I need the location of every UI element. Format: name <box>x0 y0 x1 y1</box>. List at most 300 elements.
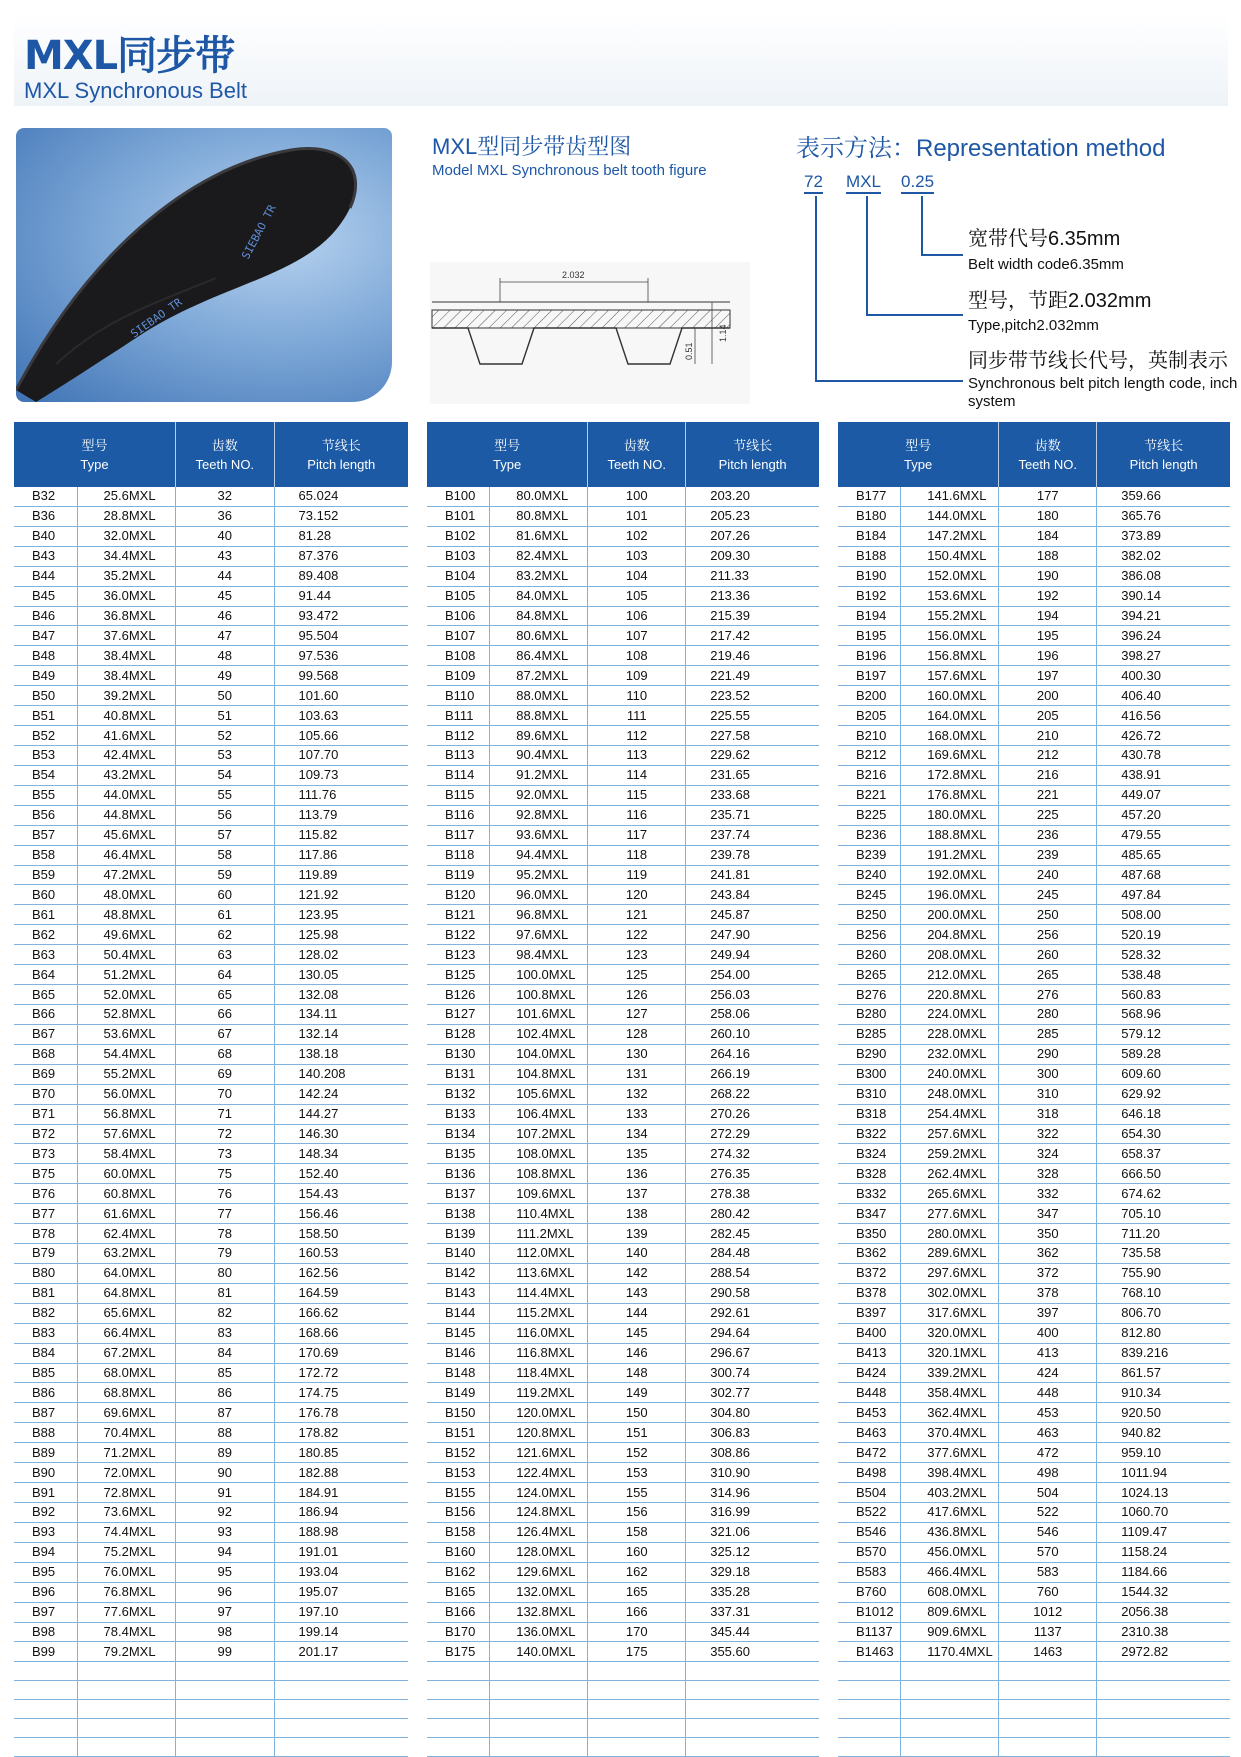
cell-type: 57.6MXL <box>77 1124 176 1144</box>
cell-code: B205 <box>838 706 901 726</box>
cell-type: 96.0MXL <box>490 885 588 905</box>
cell-code: B57 <box>14 825 77 845</box>
cell-teeth: 285 <box>999 1024 1097 1044</box>
cell-teeth: 177 <box>999 487 1097 506</box>
cell-teeth: 1137 <box>999 1622 1097 1642</box>
cell-teeth: 150 <box>588 1403 686 1423</box>
cell-teeth: 250 <box>999 905 1097 925</box>
cell-pitch-length: 176.78 <box>274 1403 408 1423</box>
cell-teeth: 88 <box>176 1423 275 1443</box>
cell-pitch-length: 646.18 <box>1097 1104 1230 1124</box>
cell-type: 32.0MXL <box>77 526 176 546</box>
cell-type: 100.0MXL <box>490 965 588 985</box>
cell-pitch-length: 920.50 <box>1097 1403 1230 1423</box>
cell-pitch-length: 134.11 <box>274 1004 408 1024</box>
empty-cell <box>999 1662 1097 1681</box>
table-row <box>838 1562 1230 1582</box>
cell-code: B82 <box>14 1303 77 1323</box>
cell-code: B123 <box>427 945 490 965</box>
header-pitch-length-cn: 节线长 <box>321 437 361 453</box>
cell-code: B86 <box>14 1383 77 1403</box>
cell-pitch-length: 191.01 <box>274 1542 408 1562</box>
table-row <box>427 726 819 746</box>
cell-pitch-length: 87.376 <box>274 546 408 566</box>
table-row <box>14 526 408 546</box>
table-row <box>14 1403 408 1423</box>
cell-type: 94.4MXL <box>490 845 588 865</box>
empty-cell <box>14 1700 77 1719</box>
cell-pitch-length: 186.94 <box>274 1503 408 1523</box>
cell-teeth: 50 <box>176 686 275 706</box>
cell-code: B318 <box>838 1104 901 1124</box>
table-row <box>838 1522 1230 1542</box>
cell-code: B504 <box>838 1483 901 1503</box>
cell-pitch-length: 861.57 <box>1097 1363 1230 1383</box>
empty-cell <box>588 1719 686 1738</box>
cell-pitch-length: 93.472 <box>274 606 408 626</box>
cell-teeth: 104 <box>588 566 686 586</box>
cell-pitch-length: 629.92 <box>1097 1084 1230 1104</box>
table-row <box>427 1144 819 1164</box>
cell-type: 56.0MXL <box>77 1084 176 1104</box>
cell-pitch-length: 217.42 <box>686 626 819 646</box>
cell-code: B184 <box>838 526 901 546</box>
table-row <box>14 726 408 746</box>
cell-teeth: 43 <box>176 546 275 566</box>
cell-type: 320.0MXL <box>901 1323 999 1343</box>
table-row <box>838 1483 1230 1503</box>
cell-code: B145 <box>427 1323 490 1343</box>
empty-row <box>838 1700 1230 1719</box>
cell-type: 80.6MXL <box>490 626 588 646</box>
cell-code: B32 <box>14 487 77 506</box>
empty-cell <box>176 1719 275 1738</box>
pitch-dimension-label: 2.032 <box>562 270 585 280</box>
empty-cell <box>838 1662 901 1681</box>
cell-pitch-length: 1024.13 <box>1097 1483 1230 1503</box>
cell-teeth: 212 <box>999 745 1097 765</box>
cell-type: 155.2MXL <box>901 606 999 626</box>
table-row <box>14 1363 408 1383</box>
cell-type: 228.0MXL <box>901 1024 999 1044</box>
cell-teeth: 117 <box>588 825 686 845</box>
cell-pitch-length: 382.02 <box>1097 546 1230 566</box>
cell-pitch-length: 457.20 <box>1097 805 1230 825</box>
table-row <box>427 606 819 626</box>
cell-type: 132.0MXL <box>490 1582 588 1602</box>
empty-cell <box>588 1700 686 1719</box>
cell-pitch-length: 146.30 <box>274 1124 408 1144</box>
table-row <box>427 1164 819 1184</box>
cell-teeth: 86 <box>176 1383 275 1403</box>
cell-teeth: 196 <box>999 646 1097 666</box>
cell-teeth: 89 <box>176 1443 275 1463</box>
cell-pitch-length: 241.81 <box>686 865 819 885</box>
cell-code: B61 <box>14 905 77 925</box>
cell-pitch-length: 264.16 <box>686 1044 819 1064</box>
cell-pitch-length: 487.68 <box>1097 865 1230 885</box>
empty-row <box>838 1662 1230 1681</box>
table-row <box>427 1124 819 1144</box>
cell-code: B88 <box>14 1423 77 1443</box>
cell-code: B150 <box>427 1403 490 1423</box>
cell-code: B149 <box>427 1383 490 1403</box>
empty-cell <box>274 1662 408 1681</box>
header-teeth-cn: 齿数 <box>1034 437 1061 453</box>
cell-code: B91 <box>14 1483 77 1503</box>
table-row <box>838 566 1230 586</box>
cell-type: 60.0MXL <box>77 1164 176 1184</box>
empty-row <box>427 1700 819 1719</box>
header-teeth <box>588 422 686 487</box>
cell-type: 77.6MXL <box>77 1602 176 1622</box>
cell-code: B130 <box>427 1044 490 1064</box>
table-row <box>14 1582 408 1602</box>
cell-teeth: 60 <box>176 885 275 905</box>
header-pitch-length-cn: 节线长 <box>1144 437 1184 453</box>
cell-type: 34.4MXL <box>77 546 176 566</box>
cell-teeth: 256 <box>999 925 1097 945</box>
table-row <box>838 1323 1230 1343</box>
tooth-profile-diagram <box>430 262 750 404</box>
cell-pitch-length: 229.62 <box>686 745 819 765</box>
cell-pitch-length: 609.60 <box>1097 1064 1230 1084</box>
type-pitch-en: Type,pitch2.032mm <box>968 317 1099 334</box>
empty-cell <box>77 1681 176 1700</box>
cell-pitch-length: 174.75 <box>274 1383 408 1403</box>
cell-code: B190 <box>838 566 901 586</box>
table-row <box>838 1463 1230 1483</box>
belt-table-2 <box>427 422 819 1757</box>
cell-code: B760 <box>838 1582 901 1602</box>
empty-cell <box>999 1738 1097 1757</box>
cell-pitch-length: 160.53 <box>274 1244 408 1264</box>
cell-teeth: 122 <box>588 925 686 945</box>
cell-code: B245 <box>838 885 901 905</box>
cell-pitch-length: 294.64 <box>686 1323 819 1343</box>
cell-type: 289.6MXL <box>901 1244 999 1264</box>
table-row <box>838 1622 1230 1642</box>
cell-teeth: 61 <box>176 905 275 925</box>
cell-type: 124.8MXL <box>490 1503 588 1523</box>
cell-type: 62.4MXL <box>77 1224 176 1244</box>
cell-type: 188.8MXL <box>901 825 999 845</box>
table-row <box>14 845 408 865</box>
cell-pitch-length: 107.70 <box>274 745 408 765</box>
table-row <box>427 785 819 805</box>
cell-teeth: 105 <box>588 586 686 606</box>
header-teeth <box>176 422 275 487</box>
table-row <box>838 1403 1230 1423</box>
cell-code: B221 <box>838 785 901 805</box>
header-type-en: Type <box>493 456 522 472</box>
cell-teeth: 155 <box>588 1483 686 1503</box>
cell-teeth: 45 <box>176 586 275 606</box>
cell-type: 144.0MXL <box>901 506 999 526</box>
cell-code: B119 <box>427 865 490 885</box>
cell-teeth: 77 <box>176 1204 275 1224</box>
cell-pitch-length: 225.55 <box>686 706 819 726</box>
cell-code: B378 <box>838 1283 901 1303</box>
table-row <box>14 925 408 945</box>
cell-type: 403.2MXL <box>901 1483 999 1503</box>
cell-type: 113.6MXL <box>490 1263 588 1283</box>
table-row <box>427 1363 819 1383</box>
cell-type: 54.4MXL <box>77 1044 176 1064</box>
cell-code: B84 <box>14 1343 77 1363</box>
cell-code: B113 <box>427 745 490 765</box>
cell-type: 128.0MXL <box>490 1542 588 1562</box>
cell-teeth: 95 <box>176 1562 275 1582</box>
table-row <box>14 646 408 666</box>
cell-type: 156.8MXL <box>901 646 999 666</box>
empty-cell <box>1097 1700 1230 1719</box>
cell-pitch-length: 184.91 <box>274 1483 408 1503</box>
cell-pitch-length: 239.78 <box>686 845 819 865</box>
cell-type: 35.2MXL <box>77 566 176 586</box>
cell-teeth: 53 <box>176 745 275 765</box>
table-row <box>838 1224 1230 1244</box>
cell-teeth: 148 <box>588 1363 686 1383</box>
empty-cell <box>686 1738 819 1757</box>
cell-type: 398.4MXL <box>901 1463 999 1483</box>
cell-code: B276 <box>838 985 901 1005</box>
cell-type: 116.8MXL <box>490 1343 588 1363</box>
cell-pitch-length: 280.42 <box>686 1204 819 1224</box>
cell-code: B158 <box>427 1522 490 1542</box>
cell-pitch-length: 213.36 <box>686 586 819 606</box>
table-row <box>427 1084 819 1104</box>
cell-teeth: 180 <box>999 506 1097 526</box>
cell-pitch-length: 337.31 <box>686 1602 819 1622</box>
table-row <box>838 1144 1230 1164</box>
cell-teeth: 113 <box>588 745 686 765</box>
table-row <box>838 666 1230 686</box>
cell-pitch-length: 154.43 <box>274 1184 408 1204</box>
cell-type: 362.4MXL <box>901 1403 999 1423</box>
cell-pitch-length: 221.49 <box>686 666 819 686</box>
cell-pitch-length: 589.28 <box>1097 1044 1230 1064</box>
cell-type: 68.8MXL <box>77 1383 176 1403</box>
cell-teeth: 79 <box>176 1244 275 1264</box>
cell-type: 92.8MXL <box>490 805 588 825</box>
cell-type: 153.6MXL <box>901 586 999 606</box>
empty-cell <box>1097 1738 1230 1757</box>
empty-cell <box>176 1681 275 1700</box>
table-row <box>14 606 408 626</box>
cell-type: 358.4MXL <box>901 1383 999 1403</box>
cell-code: B85 <box>14 1363 77 1383</box>
cell-pitch-length: 235.71 <box>686 805 819 825</box>
table-row <box>427 1562 819 1582</box>
table-row <box>427 487 819 506</box>
cell-teeth: 300 <box>999 1064 1097 1084</box>
table-row <box>427 1044 819 1064</box>
cell-pitch-length: 2972.82 <box>1097 1642 1230 1662</box>
cell-pitch-length: 65.024 <box>274 487 408 506</box>
cell-teeth: 322 <box>999 1124 1097 1144</box>
cell-pitch-length: 142.24 <box>274 1084 408 1104</box>
cell-teeth: 152 <box>588 1443 686 1463</box>
cell-type: 25.6MXL <box>77 487 176 506</box>
cell-code: B100 <box>427 487 490 506</box>
empty-cell <box>14 1738 77 1757</box>
cell-pitch-length: 132.08 <box>274 985 408 1005</box>
empty-cell <box>686 1700 819 1719</box>
page-subtitle: MXL Synchronous Belt <box>24 78 247 103</box>
cell-code: B40 <box>14 526 77 546</box>
empty-row <box>427 1662 819 1681</box>
cell-pitch-length: 115.82 <box>274 825 408 845</box>
table-row <box>838 1542 1230 1562</box>
cell-teeth: 236 <box>999 825 1097 845</box>
empty-cell <box>901 1719 999 1738</box>
header-teeth-cn: 齿数 <box>623 437 650 453</box>
cell-teeth: 162 <box>588 1562 686 1582</box>
cell-code: B212 <box>838 745 901 765</box>
cell-teeth: 76 <box>176 1184 275 1204</box>
cell-type: 106.4MXL <box>490 1104 588 1124</box>
header-pitch-length <box>686 422 819 487</box>
header-type <box>14 422 176 487</box>
empty-cell <box>1097 1662 1230 1681</box>
cell-pitch-length: 2056.38 <box>1097 1602 1230 1622</box>
cell-teeth: 125 <box>588 965 686 985</box>
cell-type: 28.8MXL <box>77 506 176 526</box>
cell-teeth: 99 <box>176 1642 275 1662</box>
cell-type: 204.8MXL <box>901 925 999 945</box>
empty-row <box>14 1662 408 1681</box>
cell-code: B97 <box>14 1602 77 1622</box>
empty-cell <box>77 1738 176 1757</box>
cell-teeth: 128 <box>588 1024 686 1044</box>
cell-code: B177 <box>838 487 901 506</box>
empty-cell <box>427 1681 490 1700</box>
cell-code: B108 <box>427 646 490 666</box>
cell-pitch-length: 211.33 <box>686 566 819 586</box>
cell-code: B216 <box>838 765 901 785</box>
cell-pitch-length: 300.74 <box>686 1363 819 1383</box>
cell-type: 37.6MXL <box>77 626 176 646</box>
cell-pitch-length: 658.37 <box>1097 1144 1230 1164</box>
cell-teeth: 166 <box>588 1602 686 1622</box>
cell-pitch-length: 1184.66 <box>1097 1562 1230 1582</box>
cell-pitch-length: 249.94 <box>686 945 819 965</box>
cell-pitch-length: 359.66 <box>1097 487 1230 506</box>
cell-teeth: 400 <box>999 1323 1097 1343</box>
cell-pitch-length: 89.408 <box>274 566 408 586</box>
cell-teeth: 119 <box>588 865 686 885</box>
header-type <box>427 422 588 487</box>
cell-pitch-length: 276.35 <box>686 1164 819 1184</box>
cell-pitch-length: 138.18 <box>274 1044 408 1064</box>
cell-type: 277.6MXL <box>901 1204 999 1224</box>
cell-code: B143 <box>427 1283 490 1303</box>
table-row <box>14 1204 408 1224</box>
cell-code: B148 <box>427 1363 490 1383</box>
cell-teeth: 75 <box>176 1164 275 1184</box>
cell-pitch-length: 209.30 <box>686 546 819 566</box>
cell-teeth: 69 <box>176 1064 275 1084</box>
cell-pitch-length: 296.67 <box>686 1343 819 1363</box>
cell-type: 109.6MXL <box>490 1184 588 1204</box>
cell-type: 82.4MXL <box>490 546 588 566</box>
cell-code: B194 <box>838 606 901 626</box>
table-row <box>838 1263 1230 1283</box>
table-row <box>427 1204 819 1224</box>
cell-pitch-length: 568.96 <box>1097 1004 1230 1024</box>
cell-pitch-length: 109.73 <box>274 765 408 785</box>
cell-type: 120.8MXL <box>490 1423 588 1443</box>
table-row <box>838 1084 1230 1104</box>
cell-pitch-length: 325.12 <box>686 1542 819 1562</box>
empty-cell <box>838 1738 901 1757</box>
empty-row <box>838 1738 1230 1757</box>
cell-type: 111.2MXL <box>490 1224 588 1244</box>
cell-code: B152 <box>427 1443 490 1463</box>
cell-type: 1170.4MXL <box>901 1642 999 1662</box>
cell-code: B570 <box>838 1542 901 1562</box>
table-row <box>14 1602 408 1622</box>
cell-type: 124.0MXL <box>490 1483 588 1503</box>
empty-row <box>14 1700 408 1719</box>
cell-type: 100.8MXL <box>490 985 588 1005</box>
table-row <box>14 1164 408 1184</box>
cell-pitch-length: 188.98 <box>274 1522 408 1542</box>
table-row <box>838 1443 1230 1463</box>
table-row <box>14 945 408 965</box>
cell-teeth: 225 <box>999 805 1097 825</box>
cell-code: B126 <box>427 985 490 1005</box>
cell-type: 136.0MXL <box>490 1622 588 1642</box>
cell-pitch-length: 182.88 <box>274 1463 408 1483</box>
table-row <box>427 1343 819 1363</box>
cell-type: 456.0MXL <box>901 1542 999 1562</box>
table-row <box>14 745 408 765</box>
cell-code: B175 <box>427 1642 490 1662</box>
cell-type: 39.2MXL <box>77 686 176 706</box>
cell-teeth: 131 <box>588 1064 686 1084</box>
cell-code: B106 <box>427 606 490 626</box>
cell-code: B453 <box>838 1403 901 1423</box>
cell-teeth: 221 <box>999 785 1097 805</box>
cell-teeth: 58 <box>176 845 275 865</box>
cell-code: B90 <box>14 1463 77 1483</box>
empty-cell <box>490 1700 588 1719</box>
cell-type: 93.6MXL <box>490 825 588 845</box>
cell-type: 262.4MXL <box>901 1164 999 1184</box>
cell-pitch-length: 304.80 <box>686 1403 819 1423</box>
cell-teeth: 72 <box>176 1124 275 1144</box>
cell-type: 152.0MXL <box>901 566 999 586</box>
cell-type: 72.8MXL <box>77 1483 176 1503</box>
cell-pitch-length: 666.50 <box>1097 1164 1230 1184</box>
cell-type: 212.0MXL <box>901 965 999 985</box>
cell-teeth: 130 <box>588 1044 686 1064</box>
cell-pitch-length: 302.77 <box>686 1383 819 1403</box>
empty-cell <box>14 1681 77 1700</box>
table-row <box>838 546 1230 566</box>
cell-teeth: 108 <box>588 646 686 666</box>
cell-code: B46 <box>14 606 77 626</box>
cell-code: B239 <box>838 845 901 865</box>
header-teeth-en: Teeth NO. <box>607 456 666 472</box>
cell-teeth: 106 <box>588 606 686 626</box>
table-row <box>427 1642 819 1662</box>
cell-code: B115 <box>427 785 490 805</box>
table-row <box>838 885 1230 905</box>
cell-pitch-length: 400.30 <box>1097 666 1230 686</box>
